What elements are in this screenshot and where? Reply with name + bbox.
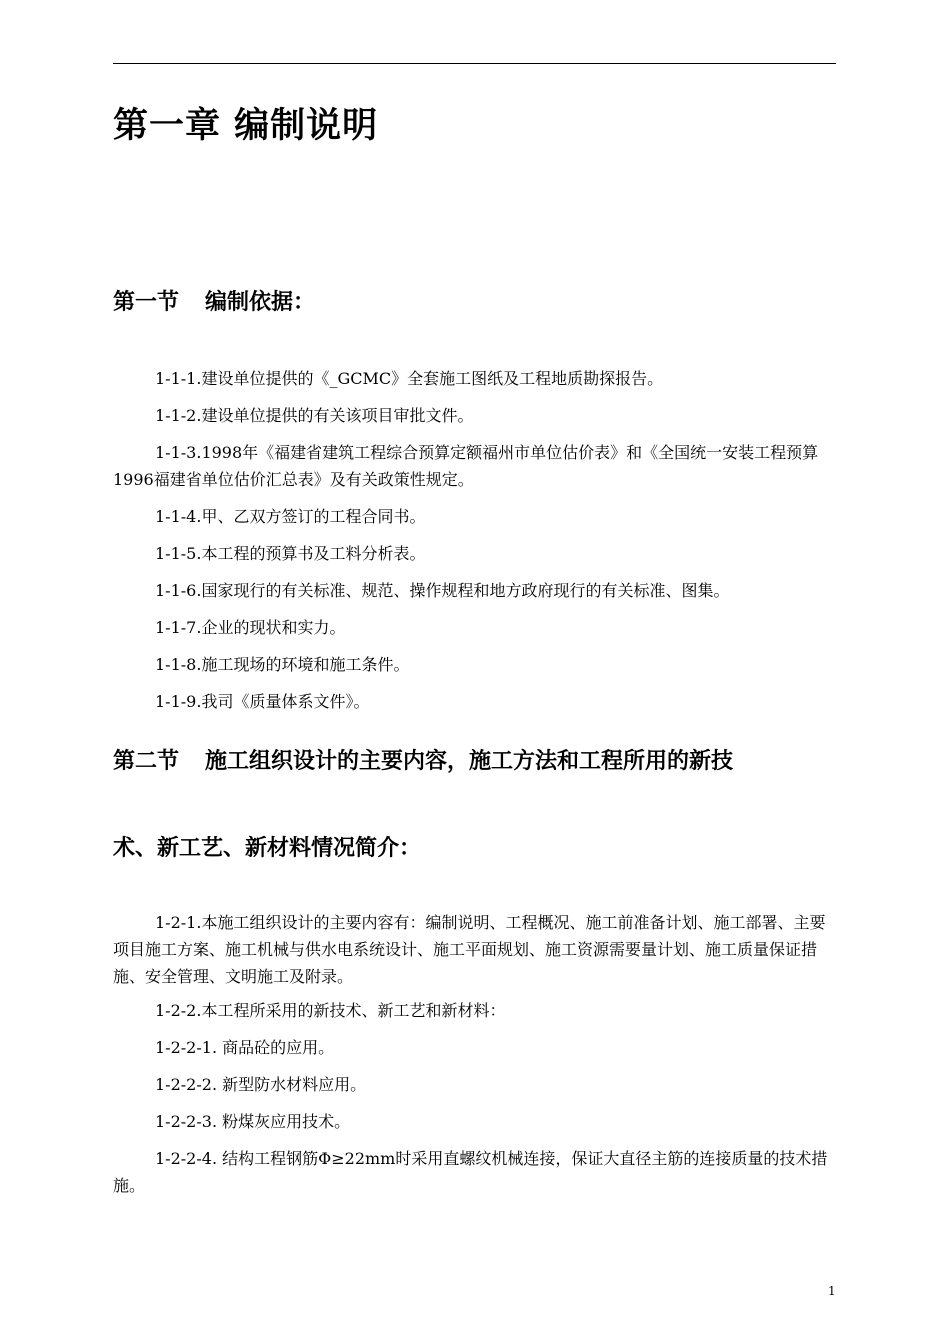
page-number: 1 xyxy=(828,1284,836,1298)
section-2-heading xyxy=(113,746,733,776)
section-1-item-4: 1-1-4.甲、乙双方签订的工程合同书。 xyxy=(155,507,426,526)
section-1-item-3: 1-1-3.1998年《福建省建筑工程综合预算定额福州市单位估价表》和《全国统一安装工程预算1996福建省单位估价汇总表》及有关政策性规定。 xyxy=(113,443,819,489)
section-1-item-5: 1-1-5.本工程的预算书及工料分析表。 xyxy=(155,544,426,563)
section-2-title-line-1: 施工组织设计的主要内容，施工方法和工程所用的新技 xyxy=(205,748,734,774)
section-2-item-4: 1-2-2-2. 新型防水材料应用。 xyxy=(155,1075,367,1094)
section-1-item-8: 1-1-8.施工现场的环境和施工条件。 xyxy=(155,655,410,674)
section-2-number: 第二节 xyxy=(113,748,180,774)
section-1-item-7: 1-1-7.企业的现状和实力。 xyxy=(155,618,346,637)
section-1-item-6: 1-1-6.国家现行的有关标准、规范、操作规程和地方政府现行的有关标准、图集。 xyxy=(155,581,730,600)
section-1-item-2: 1-1-2.建设单位提供的有关该项目审批文件。 xyxy=(155,406,474,425)
section-1-item-1: 1-1-1.建设单位提供的《_GCMC》全套施工图纸及工程地质勘探报告。 xyxy=(155,369,664,388)
section-1-item-9: 1-1-9.我司《质量体系文件》。 xyxy=(155,692,370,711)
header-rule xyxy=(113,63,836,64)
section-1-number: 第一节 xyxy=(113,289,180,315)
section-2-item-3: 1-2-2-1. 商品砼的应用。 xyxy=(155,1038,335,1057)
section-2-item-2: 1-2-2.本工程所采用的新技术、新工艺和新材料： xyxy=(155,1001,506,1020)
section-2-item-5: 1-2-2-3. 粉煤灰应用技术。 xyxy=(155,1112,351,1131)
section-2-item-6: 1-2-2-4. 结构工程钢筋Φ≥22mm时采用直螺纹机械连接，保证大直径主筋的连接质量的技术措施。 xyxy=(113,1149,828,1195)
section-2-title-line-2: 术、新工艺、新材料情况简介： xyxy=(113,835,422,861)
section-1-heading xyxy=(113,287,315,317)
chapter-title: 第一章 编制说明 xyxy=(113,105,379,146)
section-2-item-1: 1-2-1.本施工组织设计的主要内容有：编制说明、工程概况、施工前准备计划、施工部署、主要项目施工方案、施工机械与供水电系统设计、施工平面规划、施工资源需要量计划、施工质量保证措施、安全管理、文明施工及附录。 xyxy=(113,913,826,986)
section-1-title: 编制依据： xyxy=(205,289,316,315)
